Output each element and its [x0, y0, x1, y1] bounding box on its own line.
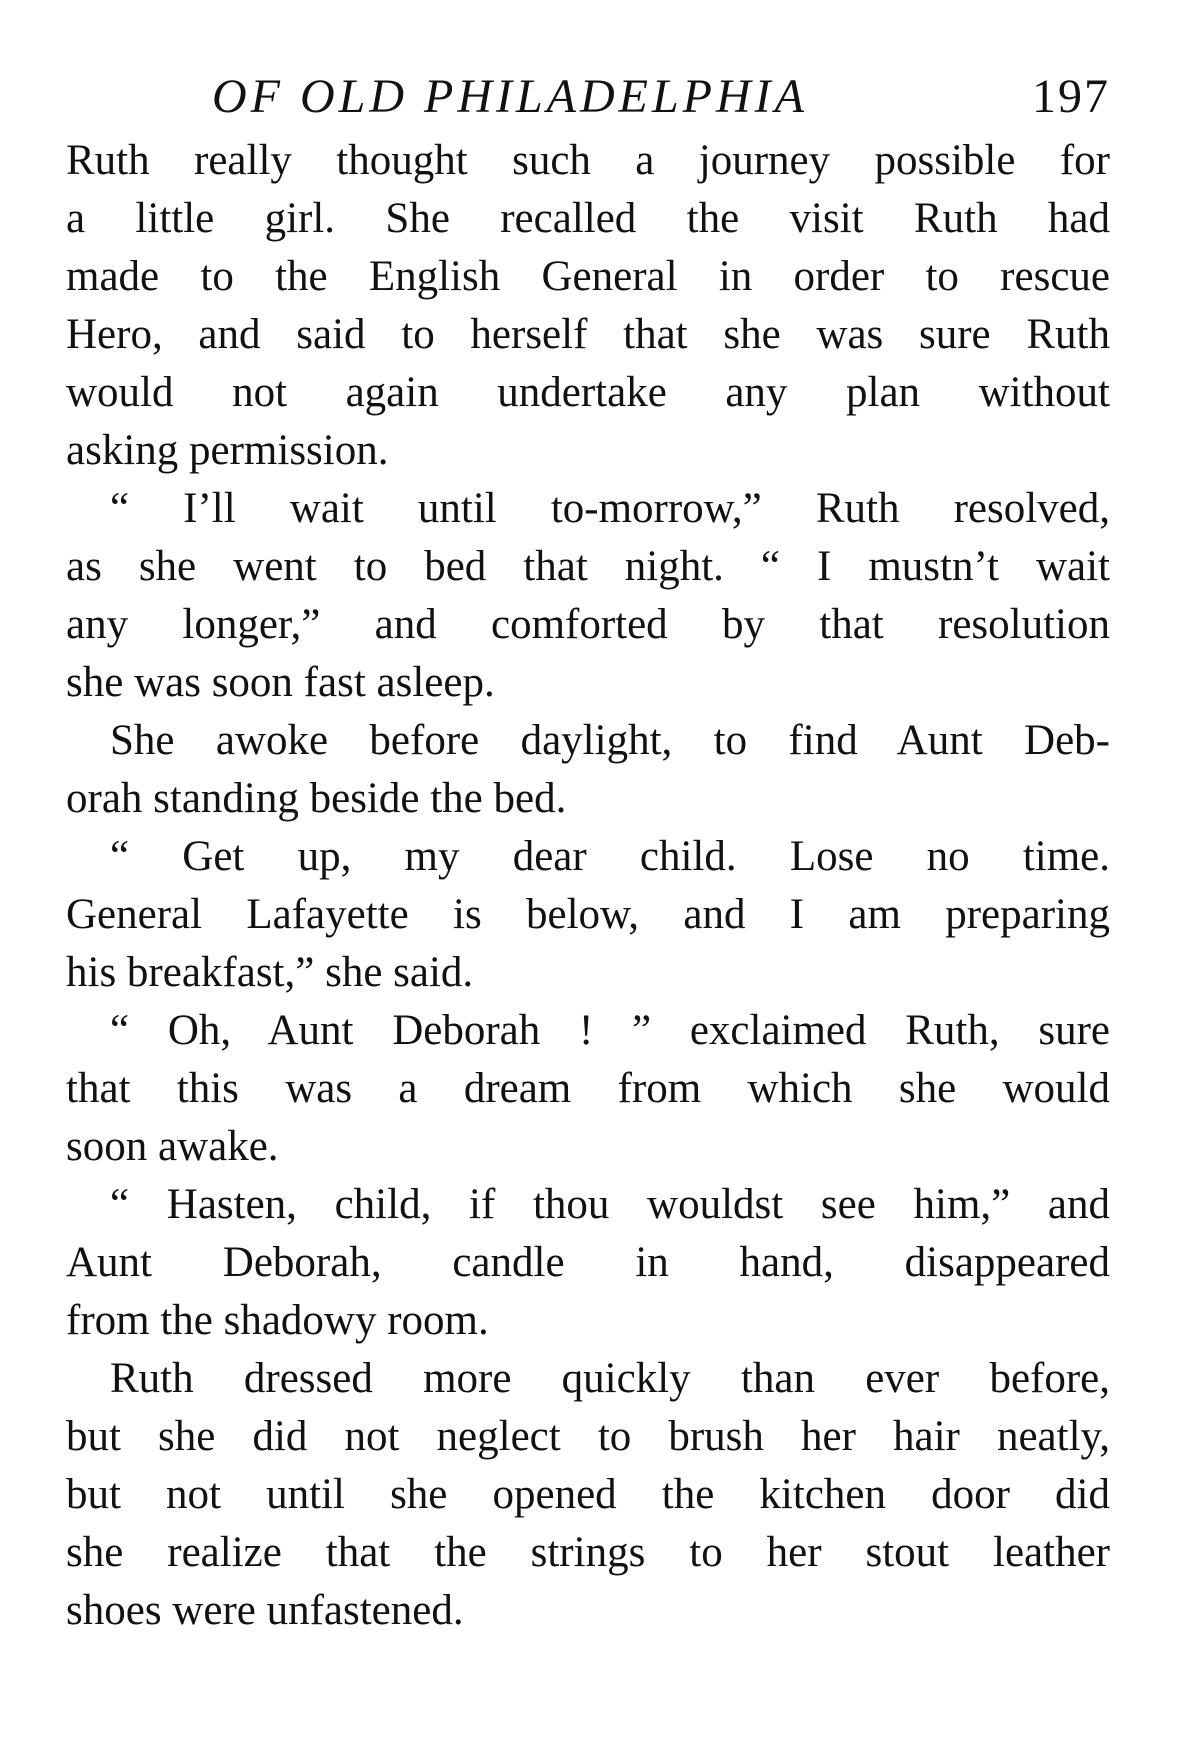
- book-page: [66, 62, 1110, 1702]
- text-line: Ruth dressed more quickly than ever before,: [110, 1355, 1110, 1402]
- running-head: [66, 62, 1110, 132]
- text-line: as she went to bed that night. “ I mustn’t wait: [66, 543, 1110, 590]
- text-line: made to the English General in order to rescue: [66, 253, 1110, 300]
- paragraph: [66, 1350, 1110, 1640]
- text-line: soon awake.: [66, 1123, 279, 1170]
- paragraph: [66, 712, 1110, 828]
- text-line: she was soon fast asleep.: [66, 659, 495, 706]
- paragraph: [66, 1176, 1110, 1350]
- text-line: Ruth really thought such a journey possible for: [66, 137, 1110, 184]
- paragraph: [66, 132, 1110, 480]
- paragraph: [66, 480, 1110, 712]
- text-line: She awoke before daylight, to find Aunt Deb-: [110, 717, 1110, 764]
- text-line: but she did not neglect to brush her hair neatly,: [66, 1413, 1110, 1460]
- body-text: [66, 132, 1110, 1640]
- text-line: she realize that the strings to her stout leather: [66, 1529, 1110, 1576]
- text-line: “ Oh, Aunt Deborah ! ” exclaimed Ruth, sure: [110, 1007, 1110, 1054]
- text-line: “ Get up, my dear child. Lose no time.: [110, 833, 1110, 880]
- running-title: OF OLD PHILADELPHIA: [212, 70, 808, 123]
- text-line: from the shadowy room.: [66, 1297, 489, 1344]
- paragraph: [66, 828, 1110, 1002]
- text-line: General Lafayette is below, and I am preparing: [66, 891, 1110, 938]
- text-line: that this was a dream from which she would: [66, 1065, 1110, 1112]
- page-number: 197: [1032, 70, 1110, 123]
- text-line: but not until she opened the kitchen door did: [66, 1471, 1110, 1518]
- text-line: “ Hasten, child, if thou wouldst see him,” and: [110, 1181, 1110, 1228]
- text-line: any longer,” and comforted by that resolution: [66, 601, 1110, 648]
- text-line: asking permission.: [66, 427, 389, 474]
- text-line: his breakfast,” she said.: [66, 949, 474, 996]
- text-line: Hero, and said to herself that she was sure Ruth: [66, 311, 1110, 358]
- text-line: shoes were unfastened.: [66, 1587, 464, 1634]
- text-line: a little girl. She recalled the visit Ruth had: [66, 195, 1110, 242]
- text-line: would not again undertake any plan without: [66, 369, 1110, 416]
- text-line: “ I’ll wait until to-morrow,” Ruth resolved,: [110, 485, 1110, 532]
- text-line: orah standing beside the bed.: [66, 775, 567, 822]
- text-line: Aunt Deborah, candle in hand, disappeared: [66, 1239, 1110, 1286]
- paragraph: [66, 1002, 1110, 1176]
